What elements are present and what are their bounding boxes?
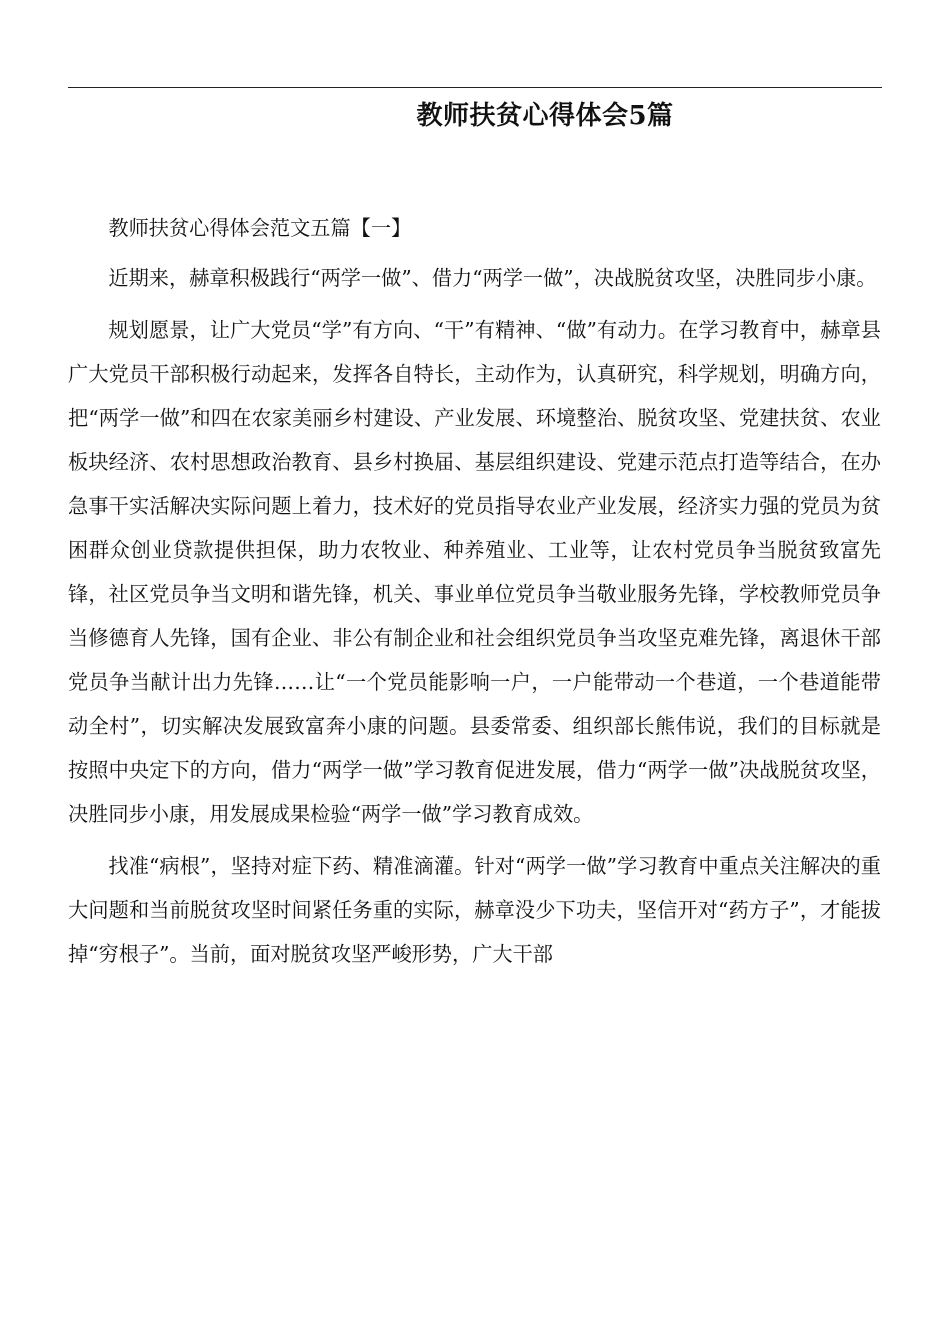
section-heading: 教师扶贫心得体会范文五篇【一】 (108, 216, 412, 240)
paragraph-3: 找准“病根”，坚持对症下药、精准滴灌。针对“两学一做”学习教育中重点关注解决的重大问题和当前脱贫攻坚时间紧任务重的实际，赫章没少下功夫，坚信开对“药方子”，才能拔掉“穷根子”。当前，面对脱贫攻坚严峻形势，广大干部 (68, 854, 881, 966)
paragraph-1: 近期来，赫章积极践行“两学一做”、借力“两学一做”，决战脱贫攻坚，决胜同步小康。 (108, 266, 877, 290)
document-title: 教师扶贫心得体会5篇 (416, 101, 674, 131)
paragraph-2: 规划愿景，让广大党员“学”有方向、“干”有精神、“做”有动力。在学习教育中，赫章县广大党员干部积极行动起来，发挥各自特长，主动作为，认真研究，科学规划，明确方向，把“两学一做”和四在农家美丽乡村建设、产业发展、环境整治、脱贫攻坚、党建扶贫、农业板块经济、农村思想政治教育、县乡村换届、基层组织建设、党建示范点打造等结合，在办急事干实活解决实际问题上着力，技术好的党员指导农业产业发展，经济实力强的党员为贫困群众创业贷款提供担保，助力农牧业、种养殖业、工业等，让农村党员争当脱贫致富先锋，社区党员争当文明和谐先锋，机关、事业单位党员争当敬业服务先锋，学校教师党员争当修德育人先锋，国有企业、非公有制企业和社会组织党员争当攻坚克难先锋，离退休干部党员争当献计出力先锋……让“一个党员能影响一户，一户能带动一个巷道，一个巷道能带动全村”，切实解决发展致富奔小康的问题。县委常委、组织部长熊伟说，我们的目标就是按照中央定下的方向，借力“两学一做”学习教育促进发展，借力“两学一做”决战脱贫攻坚，决胜同步小康，用发展成果检验“两学一做”学习教育成效。 (68, 318, 881, 826)
document-body (68, 206, 881, 984)
header-rule (68, 87, 882, 88)
